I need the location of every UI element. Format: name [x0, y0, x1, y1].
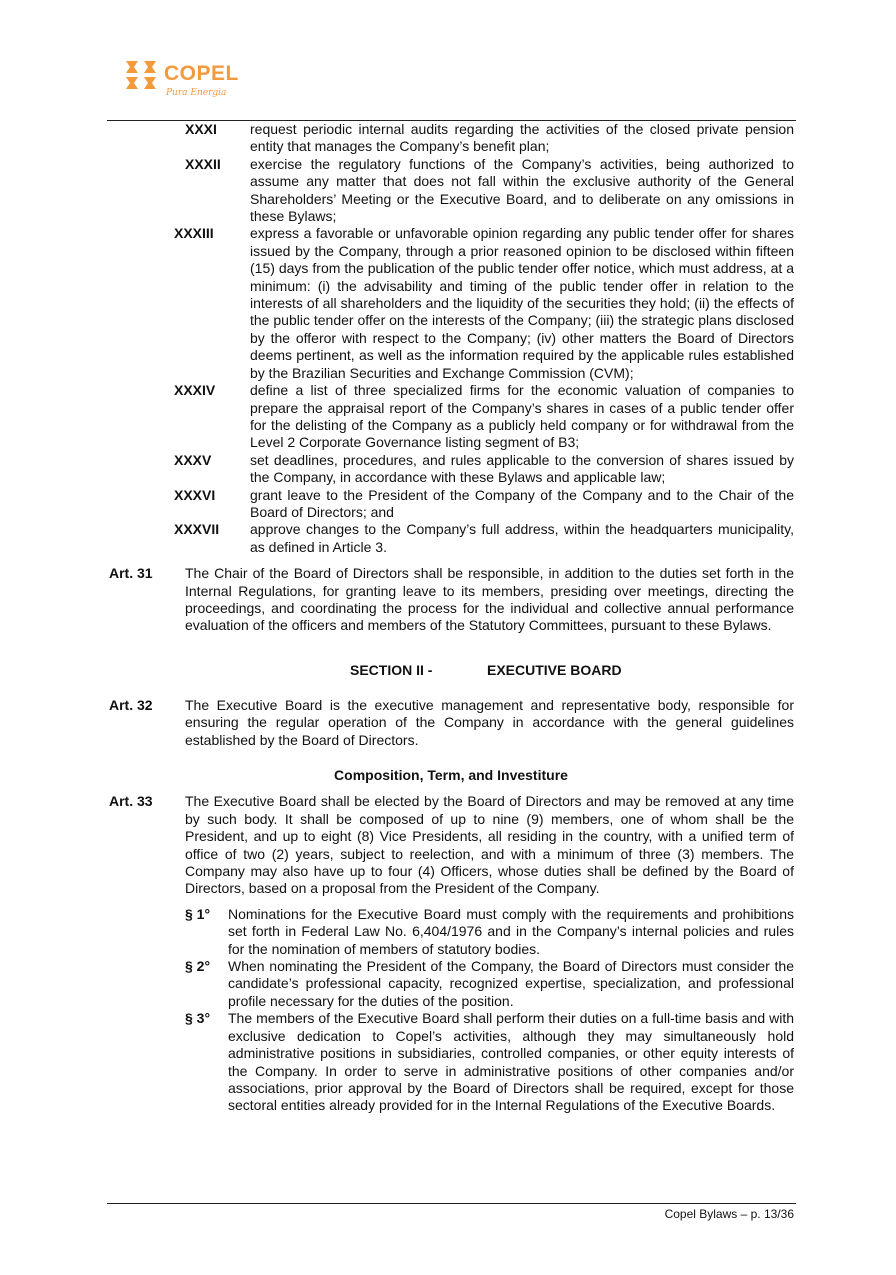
item-number: XXXIV [174, 382, 216, 399]
list-item [0, 121, 896, 156]
item-text: grant leave to the President of the Company of the Company and to the Chair of the Board of Directors; and [250, 486, 794, 520]
paragraph-text: The members of the Executive Board shall perform their duties on a full-time basis and with exclusive dedication to Copel’s activities, although they may simultaneously hold administrative positions in subsidiaries, controlled companies, or other equity interests of the Company. In order to serve in administrative positions of other companies and/or associations, prior approval by the Board of Directors shall be required, except for those sectoral entities already provided for in the Internal Regulations of the Executive Boards. [228, 1010, 794, 1114]
article-text: The Chair of the Board of Directors shall be responsible, in addition to the duties set forth in the Internal Regulations, for granting leave to its members, presiding over meetings, directing the proceedings, and coordinating the process for the individual and collective annual performance evaluation of the officers and members of the Statutory Committees, pursuant to these Bylaws. [185, 565, 794, 634]
document-body [0, 121, 896, 1115]
list-item [0, 156, 896, 226]
item-number: XXXVI [174, 486, 216, 503]
paragraph-1 [0, 906, 896, 958]
item-text: approve changes to the Company’s full address, within the headquarters municipality, as defined in Article 3. [250, 521, 794, 555]
logo-tagline: Pura Energia [166, 88, 227, 98]
list-item [0, 382, 896, 452]
copel-logo-mark-icon [124, 58, 158, 92]
logo-wordmark: COPEL [164, 62, 239, 85]
list-item [0, 521, 896, 556]
item-text: define a list of three specialized firms for the economic valuation of companies to prepare the appraisal report of the Company’s shares in cases of a public tender offer for the delisting of the Company as a publicly held company or for withdrawal from the Level 2 Corporate Governance listing segment of B3; [250, 382, 794, 451]
item-number: XXXVII [174, 521, 220, 538]
paragraph-2 [0, 958, 896, 1010]
section-number: SECTION II - [350, 661, 433, 678]
subheading: Composition, Term, and Investiture [334, 767, 568, 783]
article-33 [0, 793, 896, 897]
article-label: Art. 31 [109, 565, 153, 582]
item-number: XXXII [185, 155, 221, 172]
section-title: EXECUTIVE BOARD [487, 661, 622, 678]
paragraph-text: When nominating the President of the Company, the Board of Directors must consider the candidate’s professional capacity, recognized expertise, specialization, and professional profile necessary for the duties of the position. [228, 958, 794, 1009]
article-text: The Executive Board shall be elected by the Board of Directors and may be removed at any time by such body. It shall be composed of up to nine (9) members, one of whom shall be the President, and up to eight (8) Vice Presidents, all residing in the country, with a unified term of office of two (2) years, subject to reelection, and with a minimum of three (3) members. The Company may also have up to four (4) Officers, whose duties shall be defined by the Board of Directors, based on a proposal from the President of the Company. [185, 793, 794, 897]
article-text: The Executive Board is the executive management and representative body, responsible for ensuring the regular operation of the Company in accordance with the general guidelines established by the Board of Directors. [185, 696, 794, 748]
article-label: Art. 33 [109, 793, 153, 810]
article-32 [0, 697, 896, 749]
article-label: Art. 32 [109, 696, 153, 713]
item-text: exercise the regulatory functions of the Company’s activities, being authorized to assume any matter that does not fall within the exclusive authority of the General Shareholders’ Meeting or the Executive Board, and to deliberate on any omissions in these Bylaws; [250, 155, 794, 225]
paragraph-label: § 2° [185, 958, 211, 975]
paragraph-label: § 3° [185, 1010, 211, 1027]
item-text: set deadlines, procedures, and rules applicable to the conversion of shares issued by the Company, in accordance with these Bylaws and applicable law; [250, 451, 794, 486]
item-number: XXXIII [174, 225, 214, 242]
article-31 [0, 565, 896, 635]
item-number: XXXV [174, 451, 212, 468]
section-heading [0, 662, 896, 680]
list-item [0, 225, 896, 382]
list-item [0, 487, 896, 522]
paragraph-label: § 1° [185, 905, 211, 922]
footer-rule [107, 1203, 796, 1204]
item-text: express a favorable or unfavorable opinion regarding any public tender offer for shares issued by the Company, through a prior reasoned opinion to be disclosed within fifteen (15) days from the publication of the public tender offer notice, which must address, at a minimum: (i) the advisability and timing of the public tender offer in relation to the interests of all shareholders and the liquidity of the securities they hold; (ii) the effects of the public tender offer on the interests of the Company; (iii) the strategic plans disclosed by the offeror with respect to the Company; (iv) other matters the Board of Directors deems pertinent, as well as the information required by the applicable rules established by the Brazilian Securities and Exchange Commission (CVM); [250, 225, 794, 381]
item-number: XXXI [185, 121, 217, 137]
list-item [0, 452, 896, 487]
page-footer: Copel Bylaws – p. 13/36 [664, 1207, 794, 1221]
copel-logo [124, 58, 244, 102]
paragraph-text: Nominations for the Executive Board must comply with the requirements and prohibitions set forth in Federal Law No. 6,404/1976 and in the Company’s internal policies and rules for the nomination of members of statutory bodies. [228, 905, 794, 957]
item-text: request periodic internal audits regarding the activities of the closed private pension entity that manages the Company’s benefit plan; [250, 121, 794, 155]
paragraph-3 [0, 1010, 896, 1114]
